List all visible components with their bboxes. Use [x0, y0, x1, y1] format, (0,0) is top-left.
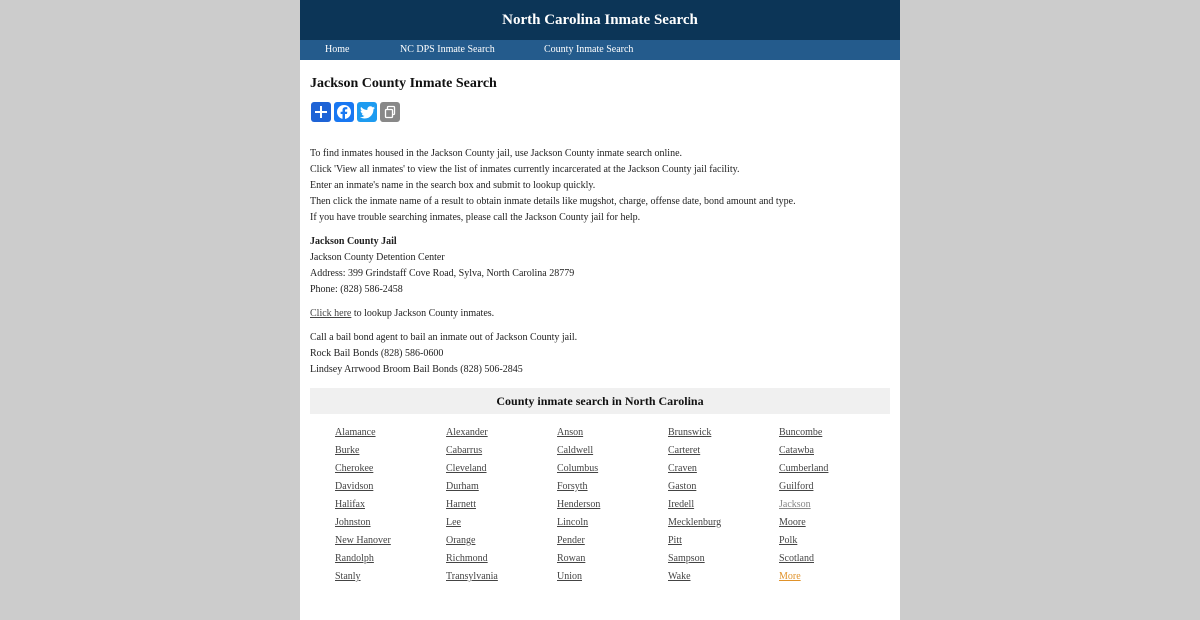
lookup-line [310, 306, 494, 322]
share-buttons [311, 102, 400, 122]
county-link[interactable]: Cleveland [446, 463, 487, 474]
intro-line: Enter an inmate's name in the search box and submit to lookup quickly. [310, 180, 596, 191]
county-link[interactable]: Lee [446, 517, 461, 528]
jail-info [310, 234, 574, 298]
county-link[interactable]: Lincoln [557, 517, 589, 528]
county-link[interactable]: Forsyth [557, 481, 588, 492]
jail-name: Jackson County Detention Center [310, 252, 445, 263]
county-link[interactable]: Halifax [335, 499, 365, 510]
county-link[interactable]: Anson [557, 427, 584, 438]
intro-line: Then click the inmate name of a result to obtain inmate details like mugshot, charge, offense date, bond amount and type. [310, 196, 796, 207]
intro-line: Click 'View all inmates' to view the list of inmates currently incarcerated at the Jackson County jail facility. [310, 164, 740, 175]
county-link[interactable]: Buncombe [779, 427, 823, 438]
bail-info [310, 330, 577, 378]
lookup-text: to lookup Jackson County inmates. [351, 308, 495, 319]
county-link[interactable]: Alexander [446, 427, 488, 438]
page-container [300, 0, 900, 620]
county-link[interactable]: Moore [779, 517, 806, 528]
county-link[interactable]: Randolph [335, 553, 374, 564]
county-link[interactable]: More [779, 571, 801, 582]
county-link[interactable]: Transylvania [446, 571, 498, 582]
county-link[interactable]: Pender [557, 535, 585, 546]
county-link[interactable]: Henderson [557, 499, 601, 510]
county-link[interactable]: Stanly [335, 571, 361, 582]
county-link[interactable]: Cabarrus [446, 445, 483, 456]
county-link[interactable]: Columbus [557, 463, 599, 474]
county-link[interactable]: Durham [446, 481, 479, 492]
county-link[interactable]: Orange [446, 535, 476, 546]
county-link[interactable]: Craven [668, 463, 697, 474]
county-link[interactable]: Carteret [668, 445, 701, 456]
jail-heading: Jackson County Jail [310, 236, 397, 247]
bail-agent: Lindsey Arrwood Broom Bail Bonds (828) 506-2845 [310, 364, 523, 375]
nav-bar [300, 40, 900, 60]
county-link[interactable]: Cherokee [335, 463, 374, 474]
county-link[interactable]: Cumberland [779, 463, 829, 474]
county-link[interactable]: Brunswick [668, 427, 712, 438]
county-link[interactable]: Scotland [779, 553, 814, 564]
nav-nc-dps-inmate-search[interactable]: NC DPS Inmate Search [400, 44, 495, 55]
intro-line: If you have trouble searching inmates, please call the Jackson County jail for help. [310, 212, 641, 223]
bail-intro: Call a bail bond agent to bail an inmate out of Jackson County jail. [310, 332, 578, 343]
copy-link-icon[interactable] [380, 102, 400, 122]
site-title[interactable]: North Carolina Inmate Search [502, 12, 698, 28]
county-section-title: County inmate search in North Carolina [310, 388, 890, 414]
county-link[interactable]: Gaston [668, 481, 697, 492]
county-link[interactable]: Richmond [446, 553, 488, 564]
county-link[interactable]: Mecklenburg [668, 517, 722, 528]
jail-phone: Phone: (828) 586-2458 [310, 284, 403, 295]
county-link[interactable]: Caldwell [557, 445, 594, 456]
county-link[interactable]: Davidson [335, 481, 374, 492]
add-icon[interactable] [311, 102, 331, 122]
county-link[interactable]: New Hanover [335, 535, 391, 546]
site-header [300, 0, 900, 40]
county-link[interactable]: Burke [335, 445, 360, 456]
county-link[interactable]: Guilford [779, 481, 814, 492]
county-link[interactable]: Sampson [668, 553, 705, 564]
county-link[interactable]: Alamance [335, 427, 376, 438]
county-link[interactable]: Union [557, 571, 582, 582]
nav-county-inmate-search[interactable]: County Inmate Search [544, 44, 634, 55]
page-title: Jackson County Inmate Search [310, 76, 497, 91]
county-grid [335, 424, 890, 586]
twitter-icon[interactable] [357, 102, 377, 122]
county-link[interactable]: Jackson [779, 499, 811, 510]
county-link[interactable]: Johnston [335, 517, 371, 528]
intro-line: To find inmates housed in the Jackson County jail, use Jackson County inmate search online. [310, 148, 683, 159]
intro-text [310, 146, 796, 226]
county-link[interactable]: Pitt [668, 535, 682, 546]
county-link[interactable]: Iredell [668, 499, 695, 510]
lookup-link[interactable]: Click here [310, 308, 352, 319]
nav-home[interactable]: Home [325, 44, 350, 55]
facebook-icon[interactable] [334, 102, 354, 122]
county-link[interactable]: Polk [779, 535, 798, 546]
county-link[interactable]: Harnett [446, 499, 476, 510]
county-link[interactable]: Rowan [557, 553, 586, 564]
bail-agent: Rock Bail Bonds (828) 586-0600 [310, 348, 444, 359]
jail-address: Address: 399 Grindstaff Cove Road, Sylva, North Carolina 28779 [310, 268, 575, 279]
county-link[interactable]: Catawba [779, 445, 814, 456]
county-link[interactable]: Wake [668, 571, 691, 582]
